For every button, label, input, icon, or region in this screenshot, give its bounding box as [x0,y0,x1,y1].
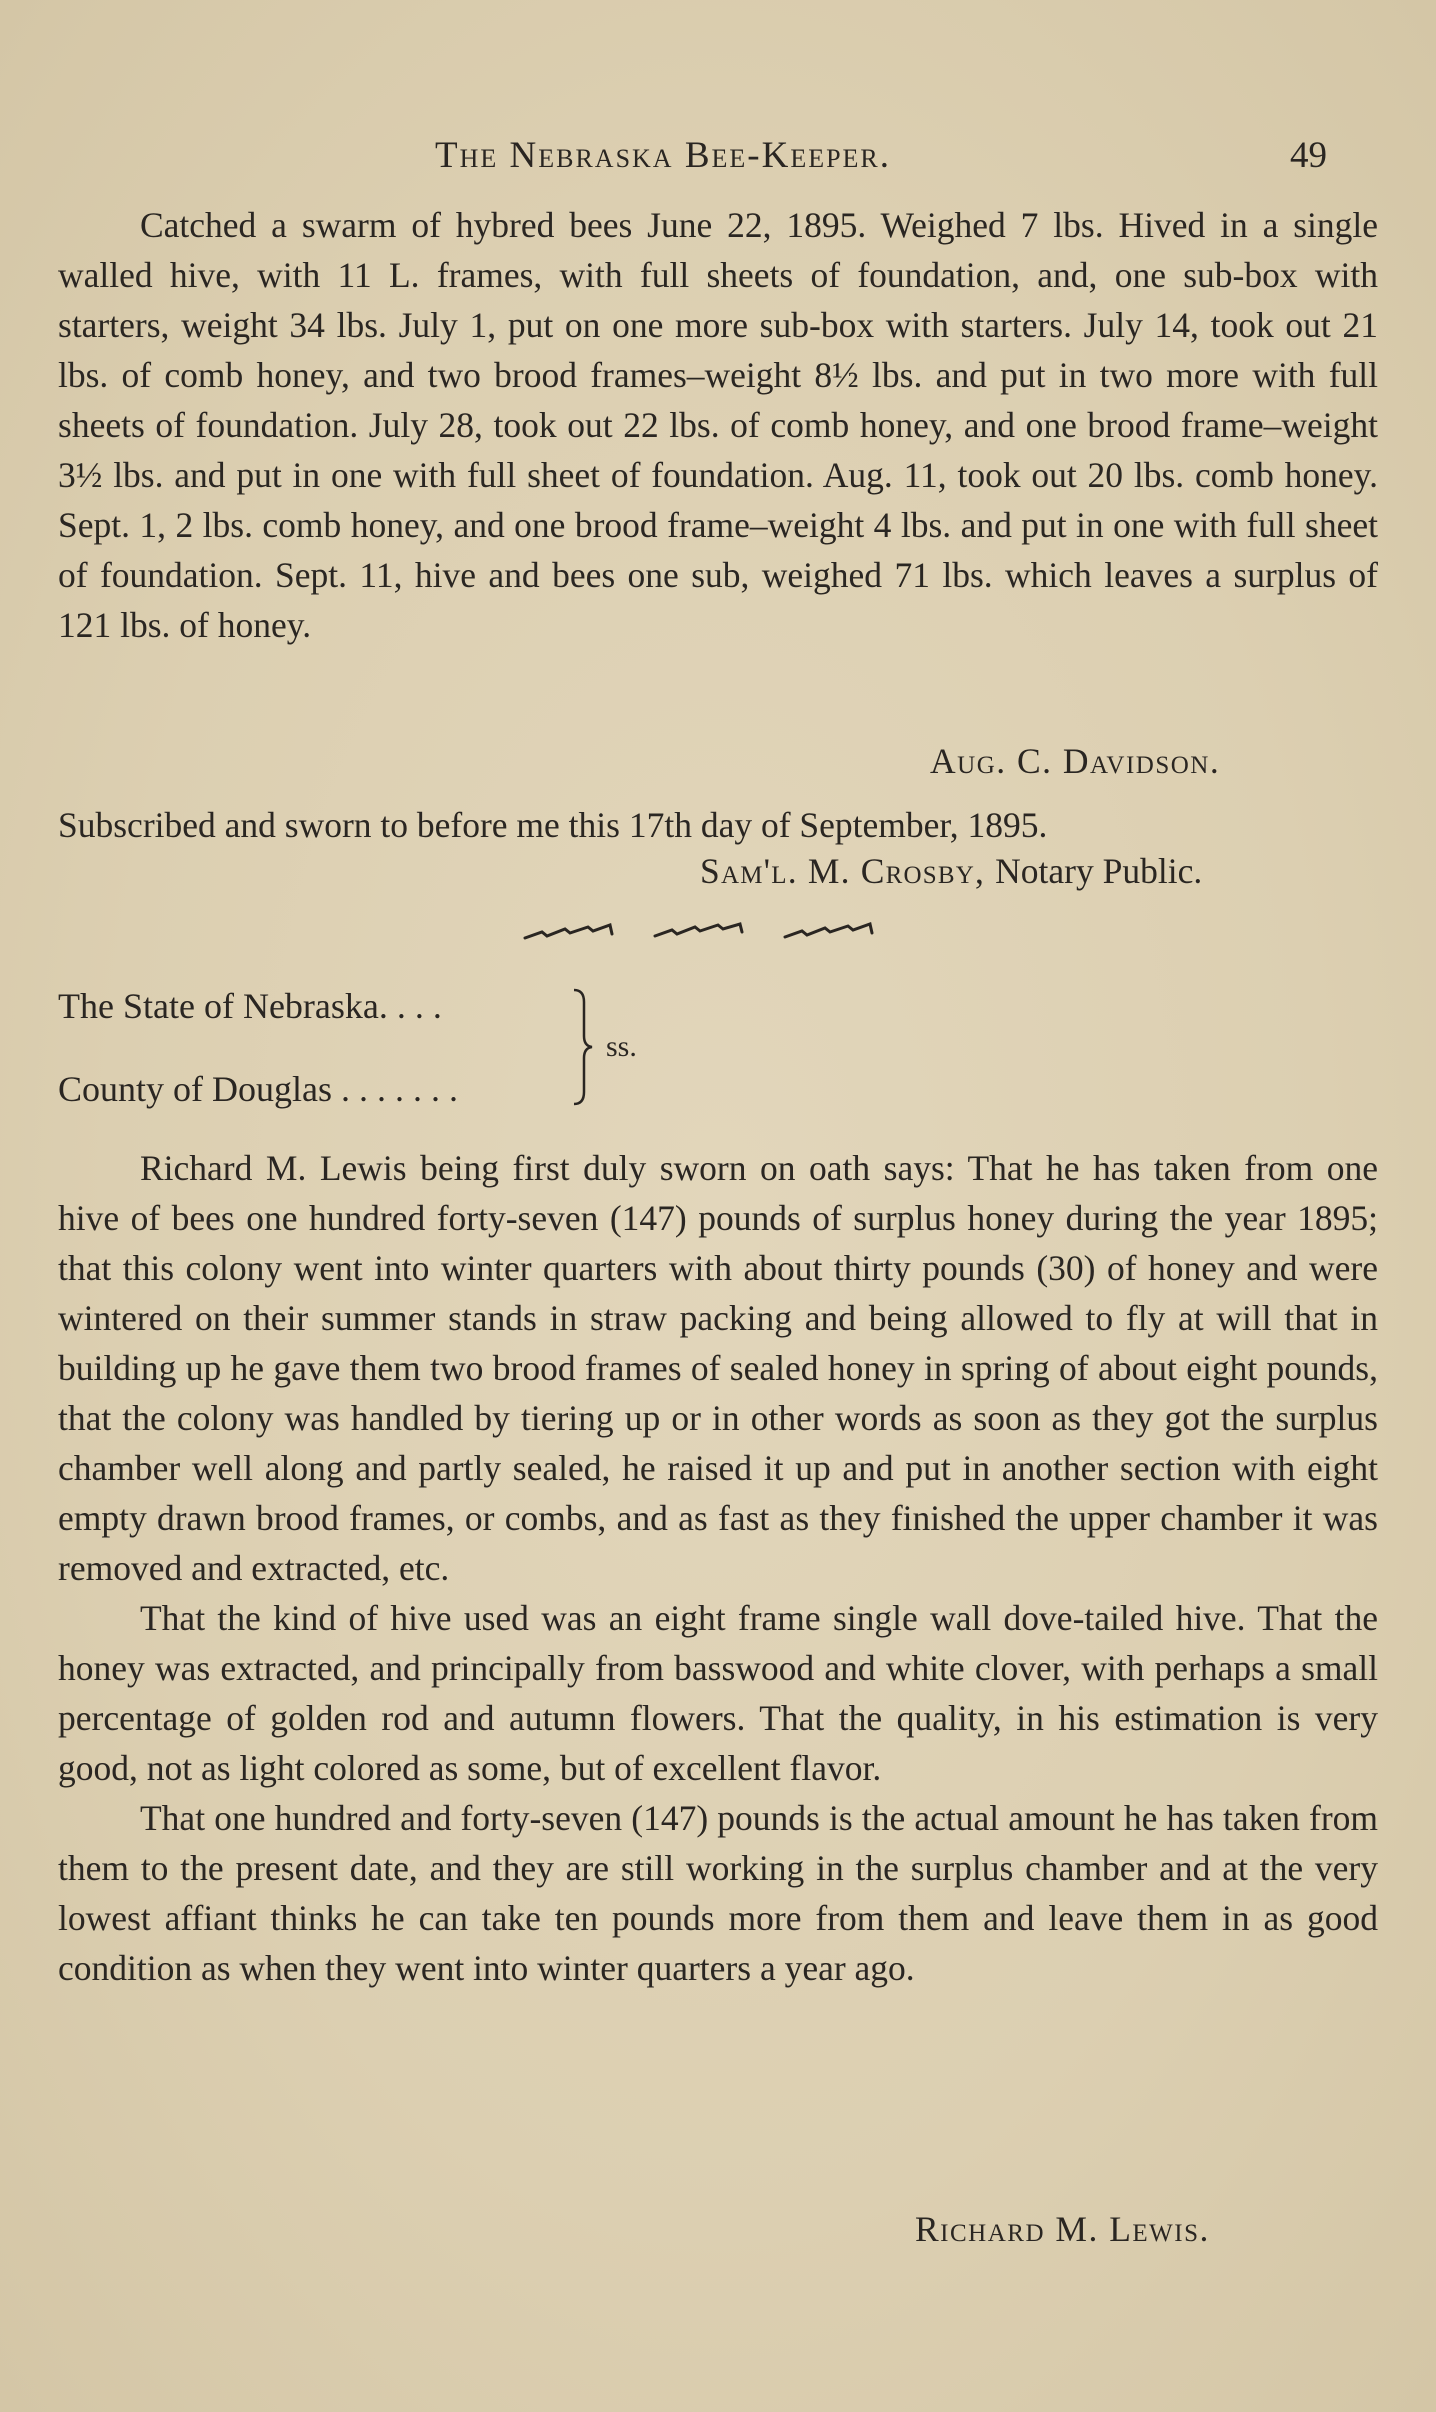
page-header [0,134,1436,182]
running-head: The Nebraska Bee-Keeper. [435,135,892,176]
venue-brace [572,988,602,1106]
lewis-paragraph-2: That the kind of hive used was an eight frame single wall dove-tailed hive. That the honey was extracted, and principally from basswood and white clover, with perhaps a small percentage of golden rod and autumn flowers. That the quality, in his estimation is very good, not as light colored as some, but of excellent flavor. [58,1598,1378,1788]
notary-name: Sam'l. M. Crosby, [700,851,996,891]
lewis-affidavit [58,1143,1378,1993]
davidson-signature: Aug. C. Davidson. [930,741,1221,781]
davidson-paragraph: Catched a swarm of hybred bees June 22, 1895. Weighed 7 lbs. Hived in a single walled hive, with 11 L. frames, with full sheets of foundation, and, one sub-box with starters, weight 34 lbs. July 1, put on one more sub-box with starters. July 14, took out 21 lbs. of comb honey, and two brood frames–weight 8½ lbs. and put in two more with full sheets of foundation. July 28, took out 22 lbs. of comb honey, and one brood frame–weight 3½ lbs. and put in one with full sheet of foundation. Aug. 11, took out 20 lbs. comb honey. Sept. 1, 2 lbs. comb honey, and one brood frame–weight 4 lbs. and put in one with full sheet of foundation. Sept. 11, hive and bees one sub, weighed 71 lbs. which leaves a surplus of 121 lbs. of honey. [58,205,1378,645]
venue-county: County of Douglas . . . . . . . [58,1069,458,1109]
jurat-text: Subscribed and sworn to before me this 17th day of September, 1895. [58,805,1048,845]
lewis-paragraph-3: That one hundred and forty-seven (147) pounds is the actual amount he has taken from them to the present date, and they are still working in the surplus chamber and at the very lowest affiant thinks he can take ten pounds more from them and leave them in as good condition as when they went into winter quarters a year ago. [58,1798,1378,1988]
lewis-signature: Richard M. Lewis. [915,2209,1210,2249]
venue-state: The State of Nebraska. . . . [58,986,442,1026]
lewis-paragraph-1: Richard M. Lewis being first duly sworn on oath says: That he has taken from one hive of bees one hundred forty-seven (147) pounds of surplus honey during the year 1895; that this colony went into winter quarters with about thirty pounds (30) of honey and were wintered on their summer stands in straw packing and being allowed to fly at will that in building up he gave them two brood frames of sealed honey in spring of about eight pounds, that the colony was handled by tiering up or in other words as soon as they got the surplus chamber well along and partly sealed, he raised it up and put in another section with eight empty drawn brood frames, or combs, and as fast as they finished the upper chamber it was removed and extracted, etc. [58,1148,1378,1588]
davidson-affidavit [58,200,1378,650]
page-number: 49 [1290,135,1327,176]
notary-signature [700,850,1202,892]
notary-title: Notary Public. [995,851,1203,891]
venue-ss: ss. [606,1030,637,1063]
davidson-jurat [58,800,1378,850]
ornamental-divider [520,922,900,944]
